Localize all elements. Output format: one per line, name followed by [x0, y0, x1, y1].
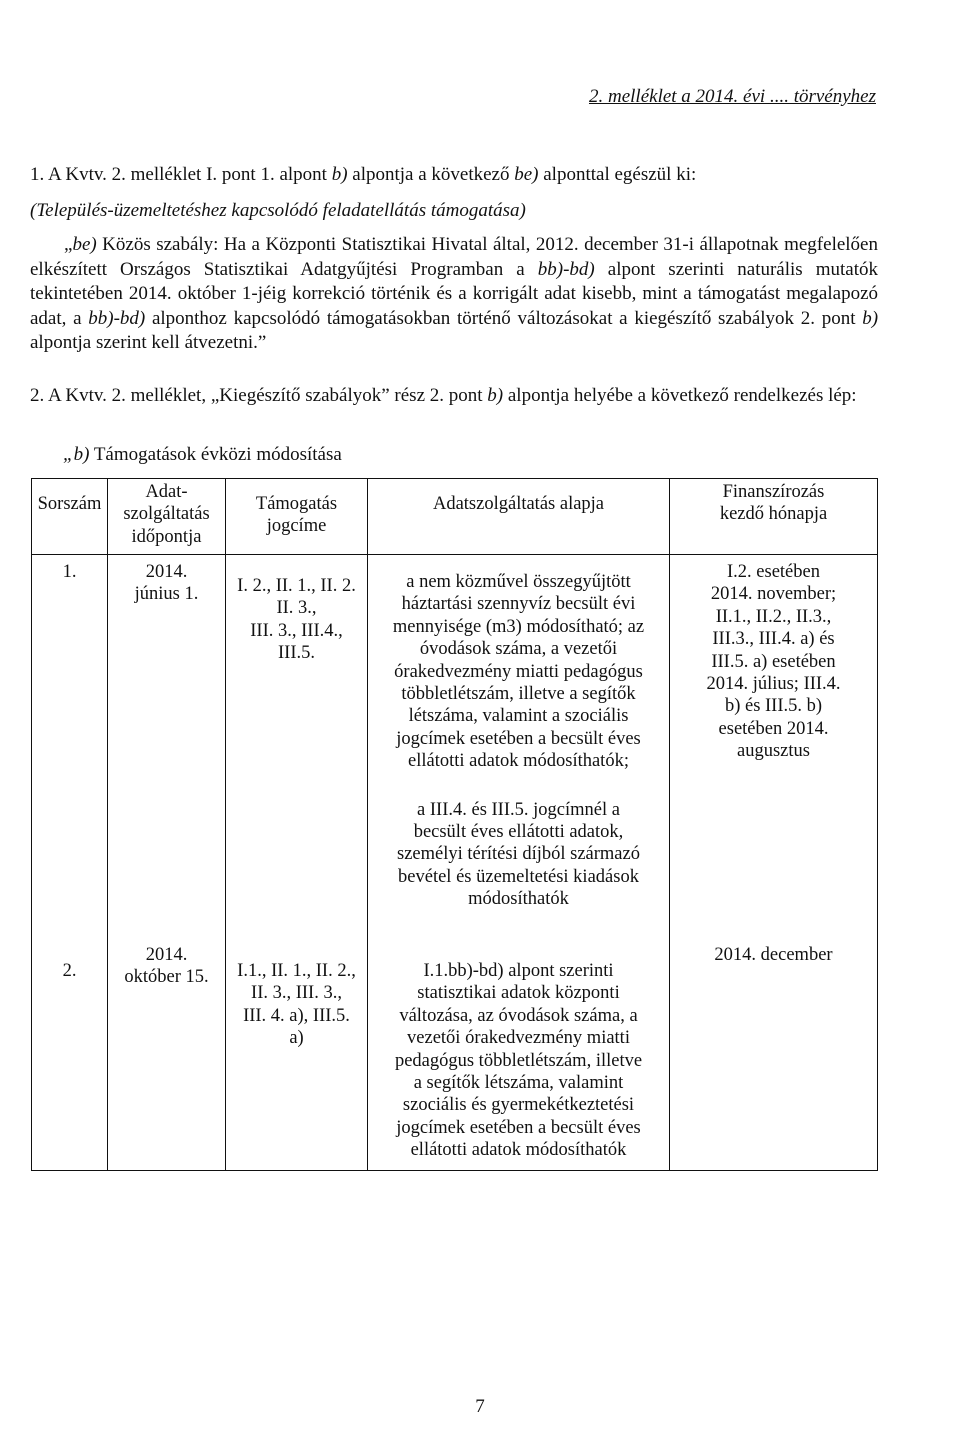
row-1-basis: a nem közművel összegyűjtött háztartási szennyvíz becsült évi mennyisége (m3) módosítható; az óvodások száma, a vezetői órakedvezmény miatti pedagógus többletlétszám, illetve a segítők létszáma, valamint a szociális jogcímek esetében a becsült éves ellátotti adatok módosíthatók; a III.4. és III.5. jogcímnél a becsült éves ellátotti adatok, személyi térítési díjból származó bevétel és üzemeltetési kiadások módosíthatók — [368, 555, 670, 923]
table-row — [32, 555, 878, 923]
header-basis: Adatszolgáltatás alapja — [368, 479, 670, 555]
table-subtitle: „b) Támogatások évközi módosítása — [63, 444, 342, 465]
header-title: Támogatás jogcíme — [226, 479, 368, 555]
header-serial: Sorszám — [32, 479, 108, 555]
page-number: 7 — [475, 1396, 485, 1417]
row-2-title: I.1., II. 1., II. 2., II. 3., III. 3., III. 4. a), III.5. a) — [226, 922, 368, 1170]
annex-reference: 2. melléklet a 2014. évi .... törvényhez — [588, 86, 876, 107]
row-1-date: 2014. június 1. — [108, 555, 226, 923]
header-date: Adat- szolgáltatás időpontja — [108, 479, 226, 555]
amendment-2-lead: 2. A Kvtv. 2. melléklet, „Kiegészítő szabályok” rész 2. pont b) alpontja helyébe a következő rendelkezés lép: — [30, 385, 857, 406]
row-2-serial: 2. — [32, 922, 108, 1170]
row-1-title: I. 2., II. 1., II. 2. II. 3., III. 3., III.4., III.5. — [226, 555, 368, 923]
section-title: (Település-üzemeltetéshez kapcsolódó feladatellátás támogatása) — [30, 200, 526, 221]
schedule-table — [31, 478, 878, 1171]
amendment-1-lead: 1. A Kvtv. 2. melléklet I. pont 1. alpont b) alpontja a következő be) alponttal egészül ki: — [30, 164, 697, 185]
table-header-row — [32, 479, 878, 555]
row-1-start: I.2. esetében 2014. november; II.1., II.2., II.3., III.3., III.4. a) és III.5. a) esetében 2014. július; III.4. b) és III.5. b) esetében 2014. augusztus — [670, 555, 878, 923]
row-2-date: 2014. október 15. — [108, 922, 226, 1170]
row-2-basis: I.1.bb)-bd) alpont szerinti statisztikai adatok központi változása, az óvodások száma, a vezetői órakedvezmény miatti pedagógus többletlétszám, illetve a segítők létszáma, valamint szociális és gyermekétkeztetési jogcímek esetében a becsült éves ellátotti adatok módosíthatók — [368, 922, 670, 1170]
row-1-serial: 1. — [32, 555, 108, 923]
header-start: Finanszírozás kezdő hónapja — [670, 479, 878, 555]
table-row — [32, 922, 878, 1170]
common-rule-paragraph: „be) Közös szabály: Ha a Központi Statisztikai Hivatal által, 2012. december 31-i állapotnak megfelelően elkészített Országos Statisztikai Adatgyűjtési Programban a bb)-bd) alpont szerinti naturális mutatók tekintetében 2014. október 1-jéig korrekció történik és a korrigált adat kisebb, mint a támogatást megalapozó adat, a bb)-bd) alponthoz kapcsolódó támogatásokban történő változásokat a kiegészítő szabályok 2. pont b) alpontja szerint kell átvezetni.” — [30, 234, 879, 354]
row-2-start: 2014. december — [670, 922, 878, 1170]
